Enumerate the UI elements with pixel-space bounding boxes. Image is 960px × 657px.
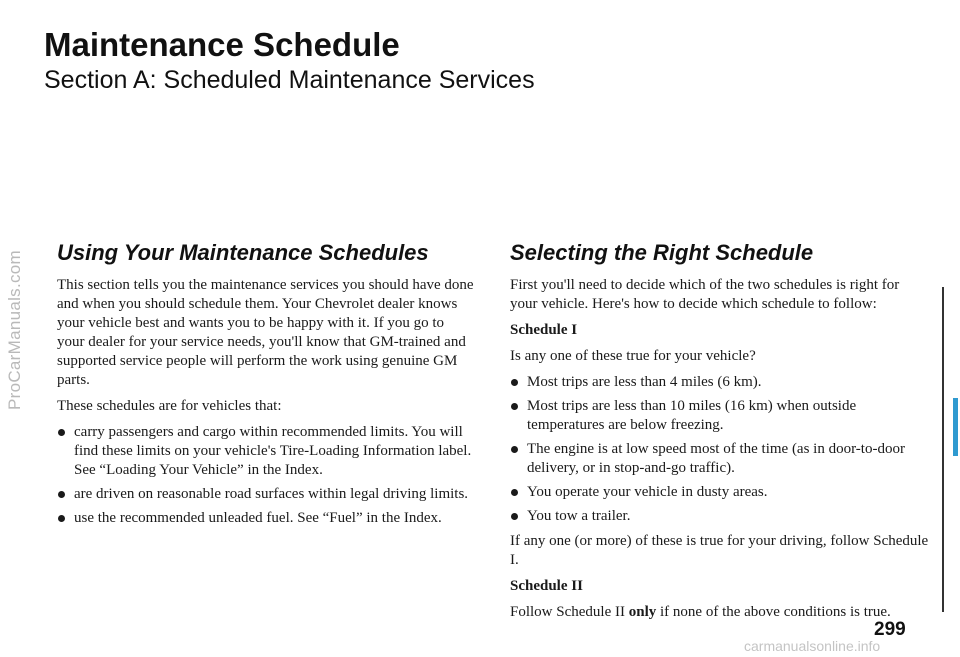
schedule-2-label: Schedule II	[510, 578, 583, 594]
list-item: You operate your vehicle in dusty areas.	[510, 483, 930, 502]
list-item: are driven on reasonable road surfaces within legal driving limits.	[57, 485, 475, 504]
watermark-text: ProCarManuals.com	[5, 249, 25, 411]
list-item: Most trips are less than 4 miles (6 km).	[510, 373, 930, 392]
schedule-1-label: Schedule I	[510, 322, 578, 338]
schedule-2-emphasis: only	[628, 604, 657, 620]
right-intro-paragraph: First you'll need to decide which of the two schedules is right for your vehicle. Here's how to decide which schedule to follow:	[510, 277, 900, 312]
right-heading: Selecting the Right Schedule	[510, 240, 814, 265]
section-title: Section A: Scheduled Maintenance Services	[44, 66, 535, 94]
left-bullet-list	[57, 423, 475, 528]
list-item: The engine is at low speed most of the time (as in door-to-door delivery, or in stop-and-go traffic).	[510, 440, 930, 478]
right-bullet-list	[510, 373, 930, 526]
footer-watermark: carmanualsonline.info	[744, 638, 881, 654]
left-heading: Using Your Maintenance Schedules	[57, 240, 429, 265]
page-number: 299	[874, 619, 906, 640]
list-item: Most trips are less than 10 miles (16 km) when outside temperatures are below freezing.	[510, 397, 930, 435]
watermark	[2, 10, 28, 650]
list-item: carry passengers and cargo within recommended limits. You will find these limits on your vehicle's Tire-Loading Information label. See “Loading Your Vehicle” in the Index.	[57, 423, 475, 480]
schedule-1-question: Is any one of these true for your vehicle?	[510, 348, 756, 364]
schedule-2-instruction	[510, 603, 930, 622]
list-item: You tow a trailer.	[510, 507, 930, 526]
list-item: use the recommended unleaded fuel. See “Fuel” in the Index.	[57, 509, 475, 528]
page-title: Maintenance Schedule	[44, 26, 400, 63]
schedule-1-conclusion: If any one (or more) of these is true for your driving, follow Schedule I.	[510, 533, 929, 568]
section-tab-marker	[953, 398, 958, 456]
left-lead-paragraph: These schedules are for vehicles that:	[57, 398, 282, 414]
schedule-2-text-before: Follow Schedule II	[510, 604, 629, 620]
margin-rule	[942, 287, 944, 612]
schedule-2-text-after: if none of the above conditions is true.	[656, 604, 891, 620]
left-intro-paragraph: This section tells you the maintenance services you should have done and when you should schedule them. Your Chevrolet dealer knows your vehicle best and wants you to be happy with it. If you go to your dealer for your service needs, you'll know that GM-trained and supported service people will perform the work using genuine GM parts.	[57, 277, 474, 388]
right-column	[510, 240, 930, 629]
left-column	[57, 240, 475, 534]
